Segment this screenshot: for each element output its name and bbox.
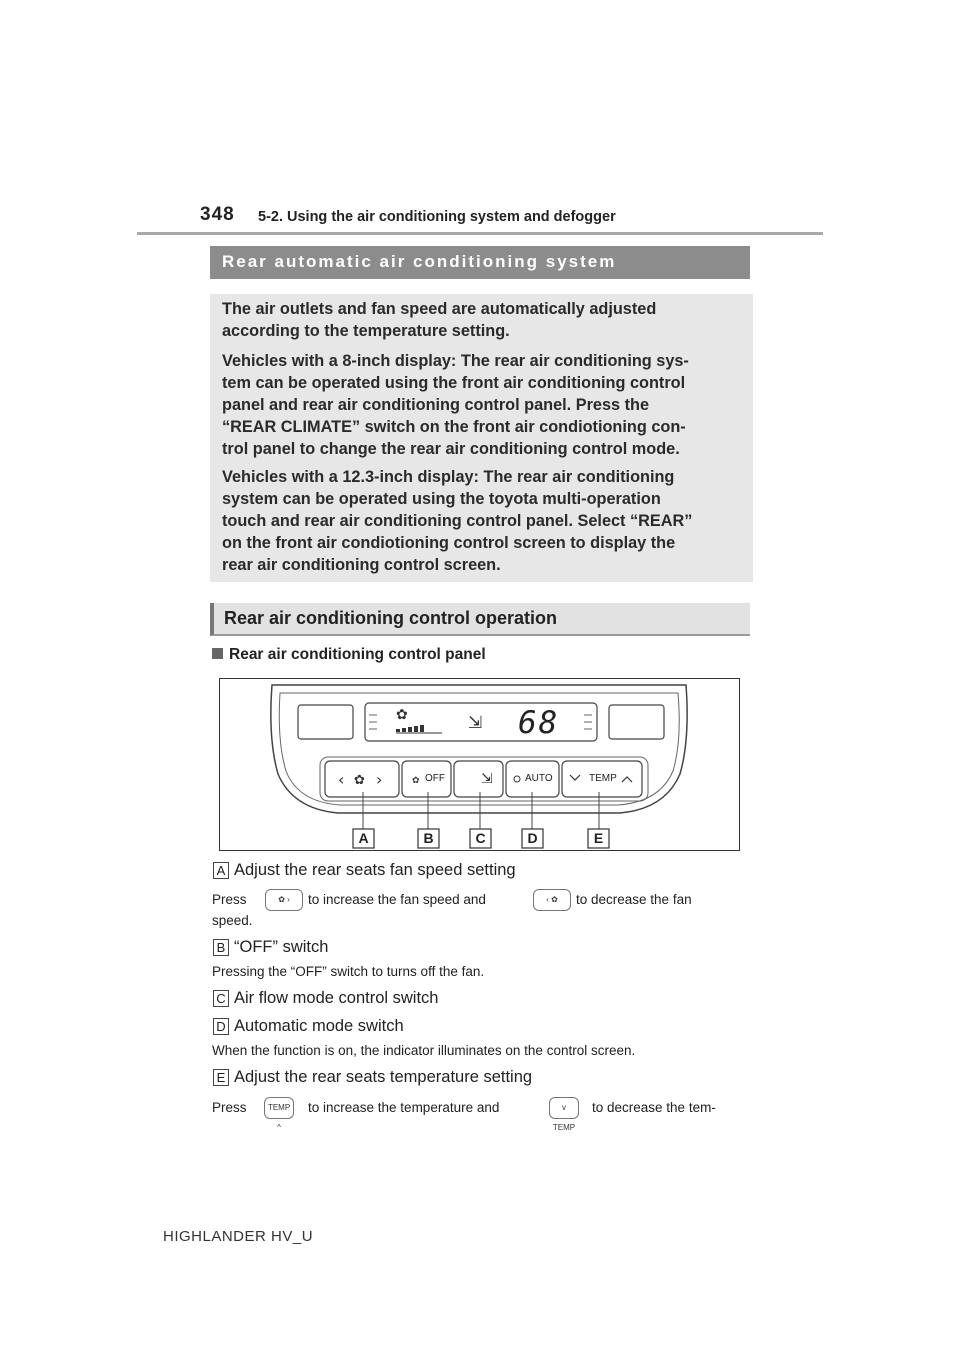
line: Vehicles with a 8-inch display: The rear air conditioning sys- bbox=[222, 352, 689, 370]
intro-paragraph-1 bbox=[222, 298, 742, 342]
item-letter-a: A bbox=[213, 862, 229, 879]
item-desc-e-mid: to increase the temperature and bbox=[308, 1100, 500, 1115]
control-panel-figure bbox=[219, 678, 740, 851]
callout-c: C bbox=[475, 830, 486, 846]
item-title-e: Adjust the rear seats temperature setting bbox=[234, 1068, 533, 1086]
display-temperature: 68 bbox=[518, 705, 560, 741]
subheading-text: Rear air conditioning control panel bbox=[229, 646, 486, 663]
item-desc-d: When the function is on, the indicator illuminates on the control screen. bbox=[212, 1043, 636, 1058]
footer-model: HIGHLANDER HV_U bbox=[163, 1228, 314, 1245]
intro-box bbox=[210, 294, 753, 582]
item-desc-a-press: Press bbox=[212, 892, 247, 907]
auto-button-label: AUTO bbox=[525, 773, 553, 784]
line: “REAR CLIMATE” switch on the front air condiotioning con- bbox=[222, 418, 686, 436]
callout-b: B bbox=[423, 830, 434, 846]
item-desc-b: Pressing the “OFF” switch to turns off the fan. bbox=[212, 964, 485, 979]
line: Vehicles with a 12.3-inch display: The rear air conditioning bbox=[222, 468, 675, 486]
section-heading-text: Rear air conditioning control operation bbox=[224, 608, 558, 628]
line: tem can be operated using the front air conditioning control bbox=[222, 374, 686, 392]
line: on the front air condiotioning control screen to display the bbox=[222, 534, 676, 552]
item-desc-a-mid: to increase the fan speed and bbox=[308, 892, 486, 907]
svg-text:✿: ✿ bbox=[412, 776, 420, 786]
item-title-d: Automatic mode switch bbox=[234, 1017, 404, 1035]
line: system can be operated using the toyota multi-operation bbox=[222, 490, 661, 508]
svg-text:✿: ✿ bbox=[396, 707, 408, 723]
square-bullet-icon bbox=[212, 648, 223, 659]
line: according to the temperature setting. bbox=[222, 322, 510, 340]
item-title-b: “OFF” switch bbox=[234, 938, 329, 956]
item-letter-d: D bbox=[213, 1018, 229, 1035]
section-heading-text: Rear automatic air conditioning system bbox=[222, 252, 617, 271]
section-title: 5-2. Using the air conditioning system and defogger bbox=[258, 209, 616, 225]
callout-e: E bbox=[593, 830, 604, 846]
item-letter-c: C bbox=[213, 990, 229, 1007]
temp-down-button-icon: v TEMP bbox=[549, 1097, 579, 1119]
line: panel and rear air conditioning control panel. Press the bbox=[222, 396, 650, 414]
line: trol panel to change the rear air conditioning control mode. bbox=[222, 440, 680, 458]
callout-a: A bbox=[358, 830, 369, 846]
temp-up-label: TEMP bbox=[267, 1103, 291, 1112]
line: touch and rear air conditioning control panel. Select “REAR” bbox=[222, 512, 693, 530]
section-heading-rear-automatic bbox=[210, 246, 750, 279]
svg-text:⇲: ⇲ bbox=[468, 713, 483, 733]
temp-up-button-icon: TEMP ^ bbox=[264, 1097, 294, 1119]
intro-paragraph-3 bbox=[222, 466, 742, 576]
section-heading-control-operation bbox=[210, 603, 750, 636]
temp-button-label: TEMP bbox=[589, 773, 617, 784]
line: The air outlets and fan speed are automatically adjusted bbox=[222, 300, 657, 318]
item-letter-b: B bbox=[213, 939, 229, 956]
item-desc-a-end: to decrease the fan bbox=[576, 892, 692, 907]
svg-text:›: › bbox=[376, 770, 383, 789]
callout-d: D bbox=[527, 830, 538, 846]
control-panel-illustration bbox=[220, 679, 739, 850]
subheading bbox=[212, 646, 486, 664]
svg-text:✿: ✿ bbox=[354, 773, 365, 788]
item-letter-e: E bbox=[213, 1069, 229, 1086]
item-desc-a-cont: speed. bbox=[212, 913, 253, 928]
fan-down-button-icon: ‹ ✿ bbox=[533, 889, 571, 911]
page-number: 348 bbox=[200, 204, 235, 225]
off-button-label: OFF bbox=[425, 773, 445, 784]
item-desc-e-press: Press bbox=[212, 1100, 247, 1115]
item-desc-e-end: to decrease the tem- bbox=[592, 1100, 716, 1115]
item-title-c: Air flow mode control switch bbox=[234, 989, 439, 1007]
header-divider bbox=[137, 232, 823, 235]
fan-up-button-icon: ✿ › bbox=[265, 889, 303, 911]
intro-paragraph-2 bbox=[222, 350, 742, 460]
svg-text:⇲: ⇲ bbox=[481, 771, 493, 787]
item-title-a: Adjust the rear seats fan speed setting bbox=[234, 861, 516, 879]
temp-down-label: TEMP bbox=[552, 1123, 576, 1132]
line: rear air conditioning control screen. bbox=[222, 556, 501, 574]
svg-text:‹: ‹ bbox=[338, 770, 345, 789]
